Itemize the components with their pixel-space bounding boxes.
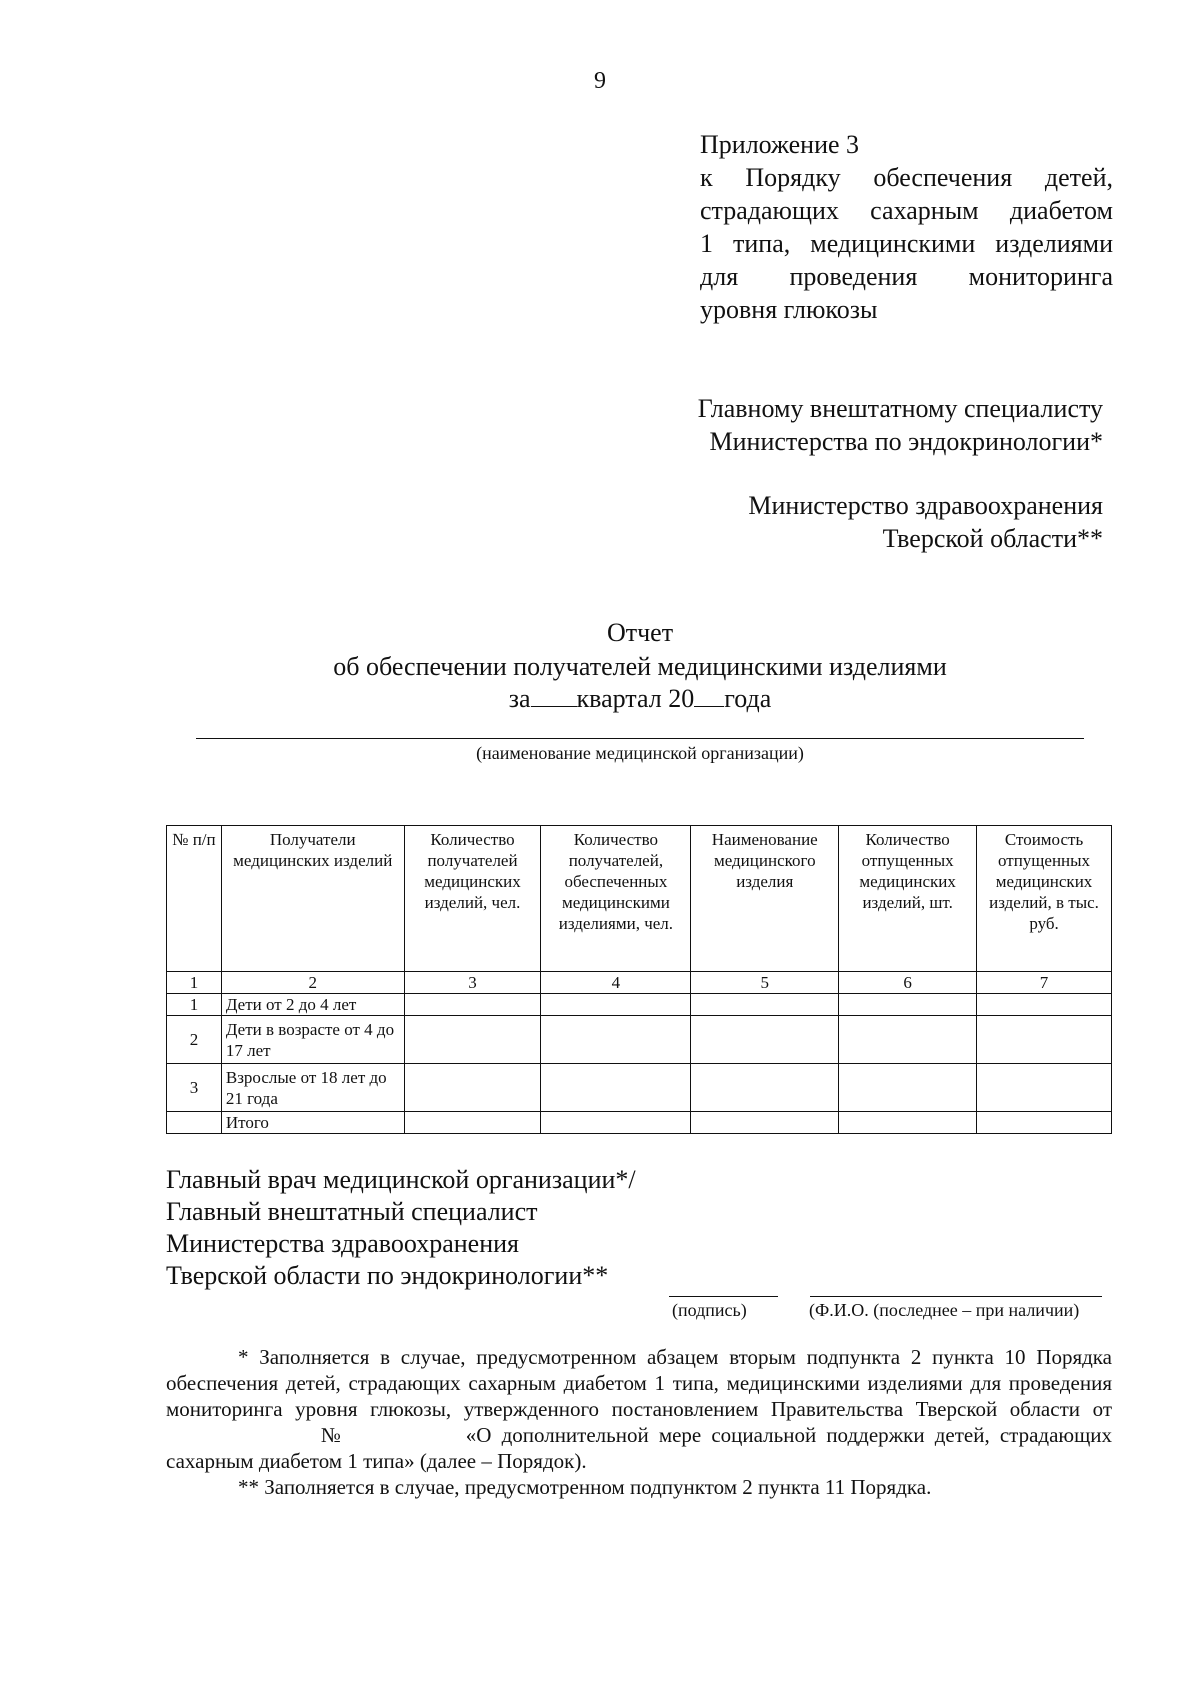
footnote-number-sign: № — [316, 1423, 346, 1447]
recipient-category: Дети от 2 до 4 лет — [221, 994, 404, 1016]
org-name-line — [196, 738, 1084, 739]
appendix-line: 1 типа, медицинскими изделиями — [700, 229, 1113, 258]
addressee-line: Тверской области** — [882, 524, 1103, 553]
appendix-block — [700, 128, 1113, 326]
footnote-first — [166, 1344, 1112, 1474]
name-caption: (Ф.И.О. (последнее – при наличии) — [809, 1300, 1080, 1320]
table-row — [167, 1064, 1112, 1112]
table-cell — [839, 1064, 977, 1112]
column-number: 7 — [977, 972, 1112, 994]
appendix-line: к Порядку обеспечения детей, — [700, 163, 1113, 192]
addressee-line: Министерства по эндокринологии* — [709, 427, 1103, 456]
column-number-row — [167, 972, 1112, 994]
column-number: 5 — [691, 972, 839, 994]
addressee-line: Главному внештатному специалисту — [697, 394, 1103, 423]
org-name-caption: (наименование медицинской организации) — [476, 743, 804, 763]
column-header: Наименование медицинского изделия — [691, 826, 839, 972]
table-cell — [691, 1112, 839, 1134]
column-header: Количество получателей, обеспеченных медицинскими изделиями, чел. — [541, 826, 691, 972]
column-header: Получатели медицинских изделий — [221, 826, 404, 972]
signature-line — [669, 1296, 778, 1297]
column-number: 2 — [221, 972, 404, 994]
table-row-total — [167, 1112, 1112, 1134]
table-cell — [541, 1112, 691, 1134]
signatory-line: Главный внештатный специалист — [166, 1197, 538, 1226]
table-cell — [691, 1064, 839, 1112]
table-cell — [839, 1016, 977, 1064]
column-header: Стоимость отпущенных медицинских изделий, в тыс. руб. — [977, 826, 1112, 972]
column-number: 3 — [404, 972, 541, 994]
column-number: 6 — [839, 972, 977, 994]
table-cell — [977, 1016, 1112, 1064]
period-suffix: года — [724, 684, 772, 713]
table-cell — [404, 1064, 541, 1112]
appendix-line: уровня глюкозы — [700, 295, 878, 324]
row-number: 1 — [167, 994, 222, 1016]
table-cell — [404, 1112, 541, 1134]
column-number: 4 — [541, 972, 691, 994]
column-header: № п/п — [167, 826, 222, 972]
column-header: Количество получателей медицинских изделий, чел. — [404, 826, 541, 972]
table-cell — [977, 994, 1112, 1016]
table-cell — [839, 1112, 977, 1134]
signature-block — [166, 1164, 636, 1292]
table-cell — [977, 1064, 1112, 1112]
table-cell — [839, 994, 977, 1016]
table-cell — [691, 1016, 839, 1064]
appendix-title: Приложение 3 — [700, 130, 860, 159]
table-cell — [977, 1112, 1112, 1134]
footnote-text: «О дополнительной мере социальной поддержки детей, страдающих сахарным диабетом 1 типа» (далее – Порядок). — [166, 1423, 1112, 1473]
row-number — [167, 1112, 222, 1134]
footnote-text: * Заполняется в случае, предусмотренном абзацем вторым подпункта 2 пункта 10 Порядка обеспечения детей, страдающих сахарным диабетом 1 типа, медицинскими изделиями для проведения мониторинга уровня глюкозы, утвержденного постановлением Правительства Тверской области от — [166, 1345, 1112, 1421]
quarter-blank — [531, 706, 577, 707]
table-cell — [691, 994, 839, 1016]
column-header: Количество отпущенных медицинских изделий, шт. — [839, 826, 977, 972]
signatory-line: Тверской области по эндокринологии** — [166, 1261, 609, 1290]
recipient-category: Дети в возрасте от 4 до 17 лет — [221, 1016, 404, 1064]
row-number: 3 — [167, 1064, 222, 1112]
table-row — [167, 1016, 1112, 1064]
addressee-ministry — [748, 489, 1103, 555]
year-blank — [694, 706, 724, 707]
table-row — [167, 994, 1112, 1016]
report-period — [0, 683, 1200, 715]
appendix-line: страдающих сахарным диабетом — [700, 196, 1113, 225]
name-line — [810, 1296, 1102, 1297]
page-number: 9 — [594, 68, 606, 94]
table-header-row — [167, 826, 1112, 972]
table-cell — [541, 994, 691, 1016]
table-cell — [404, 1016, 541, 1064]
row-number: 2 — [167, 1016, 222, 1064]
period-prefix: за — [508, 684, 531, 713]
report-subtitle: об обеспечении получателей медицинскими изделиями — [333, 652, 947, 681]
column-number: 1 — [167, 972, 222, 994]
table-cell — [541, 1064, 691, 1112]
table-cell — [541, 1016, 691, 1064]
recipient-category: Итого — [221, 1112, 404, 1134]
report-table — [166, 825, 1112, 1134]
report-title: Отчет — [606, 618, 674, 647]
recipient-category: Взрослые от 18 лет до 21 года — [221, 1064, 404, 1112]
signatory-line: Главный врач медицинской организации*/ — [166, 1165, 636, 1194]
addressee-specialist — [698, 392, 1103, 458]
table-cell — [404, 994, 541, 1016]
addressee-line: Министерство здравоохранения — [748, 491, 1103, 520]
period-middle: квартал 20 — [576, 684, 695, 713]
footnotes — [166, 1344, 1112, 1500]
footnote-second: ** Заполняется в случае, предусмотренном подпунктом 2 пункта 11 Порядка. — [238, 1475, 932, 1499]
signature-caption: (подпись) — [672, 1300, 747, 1320]
appendix-line: для проведения мониторинга — [700, 262, 1113, 291]
signatory-line: Министерства здравоохранения — [166, 1229, 519, 1258]
